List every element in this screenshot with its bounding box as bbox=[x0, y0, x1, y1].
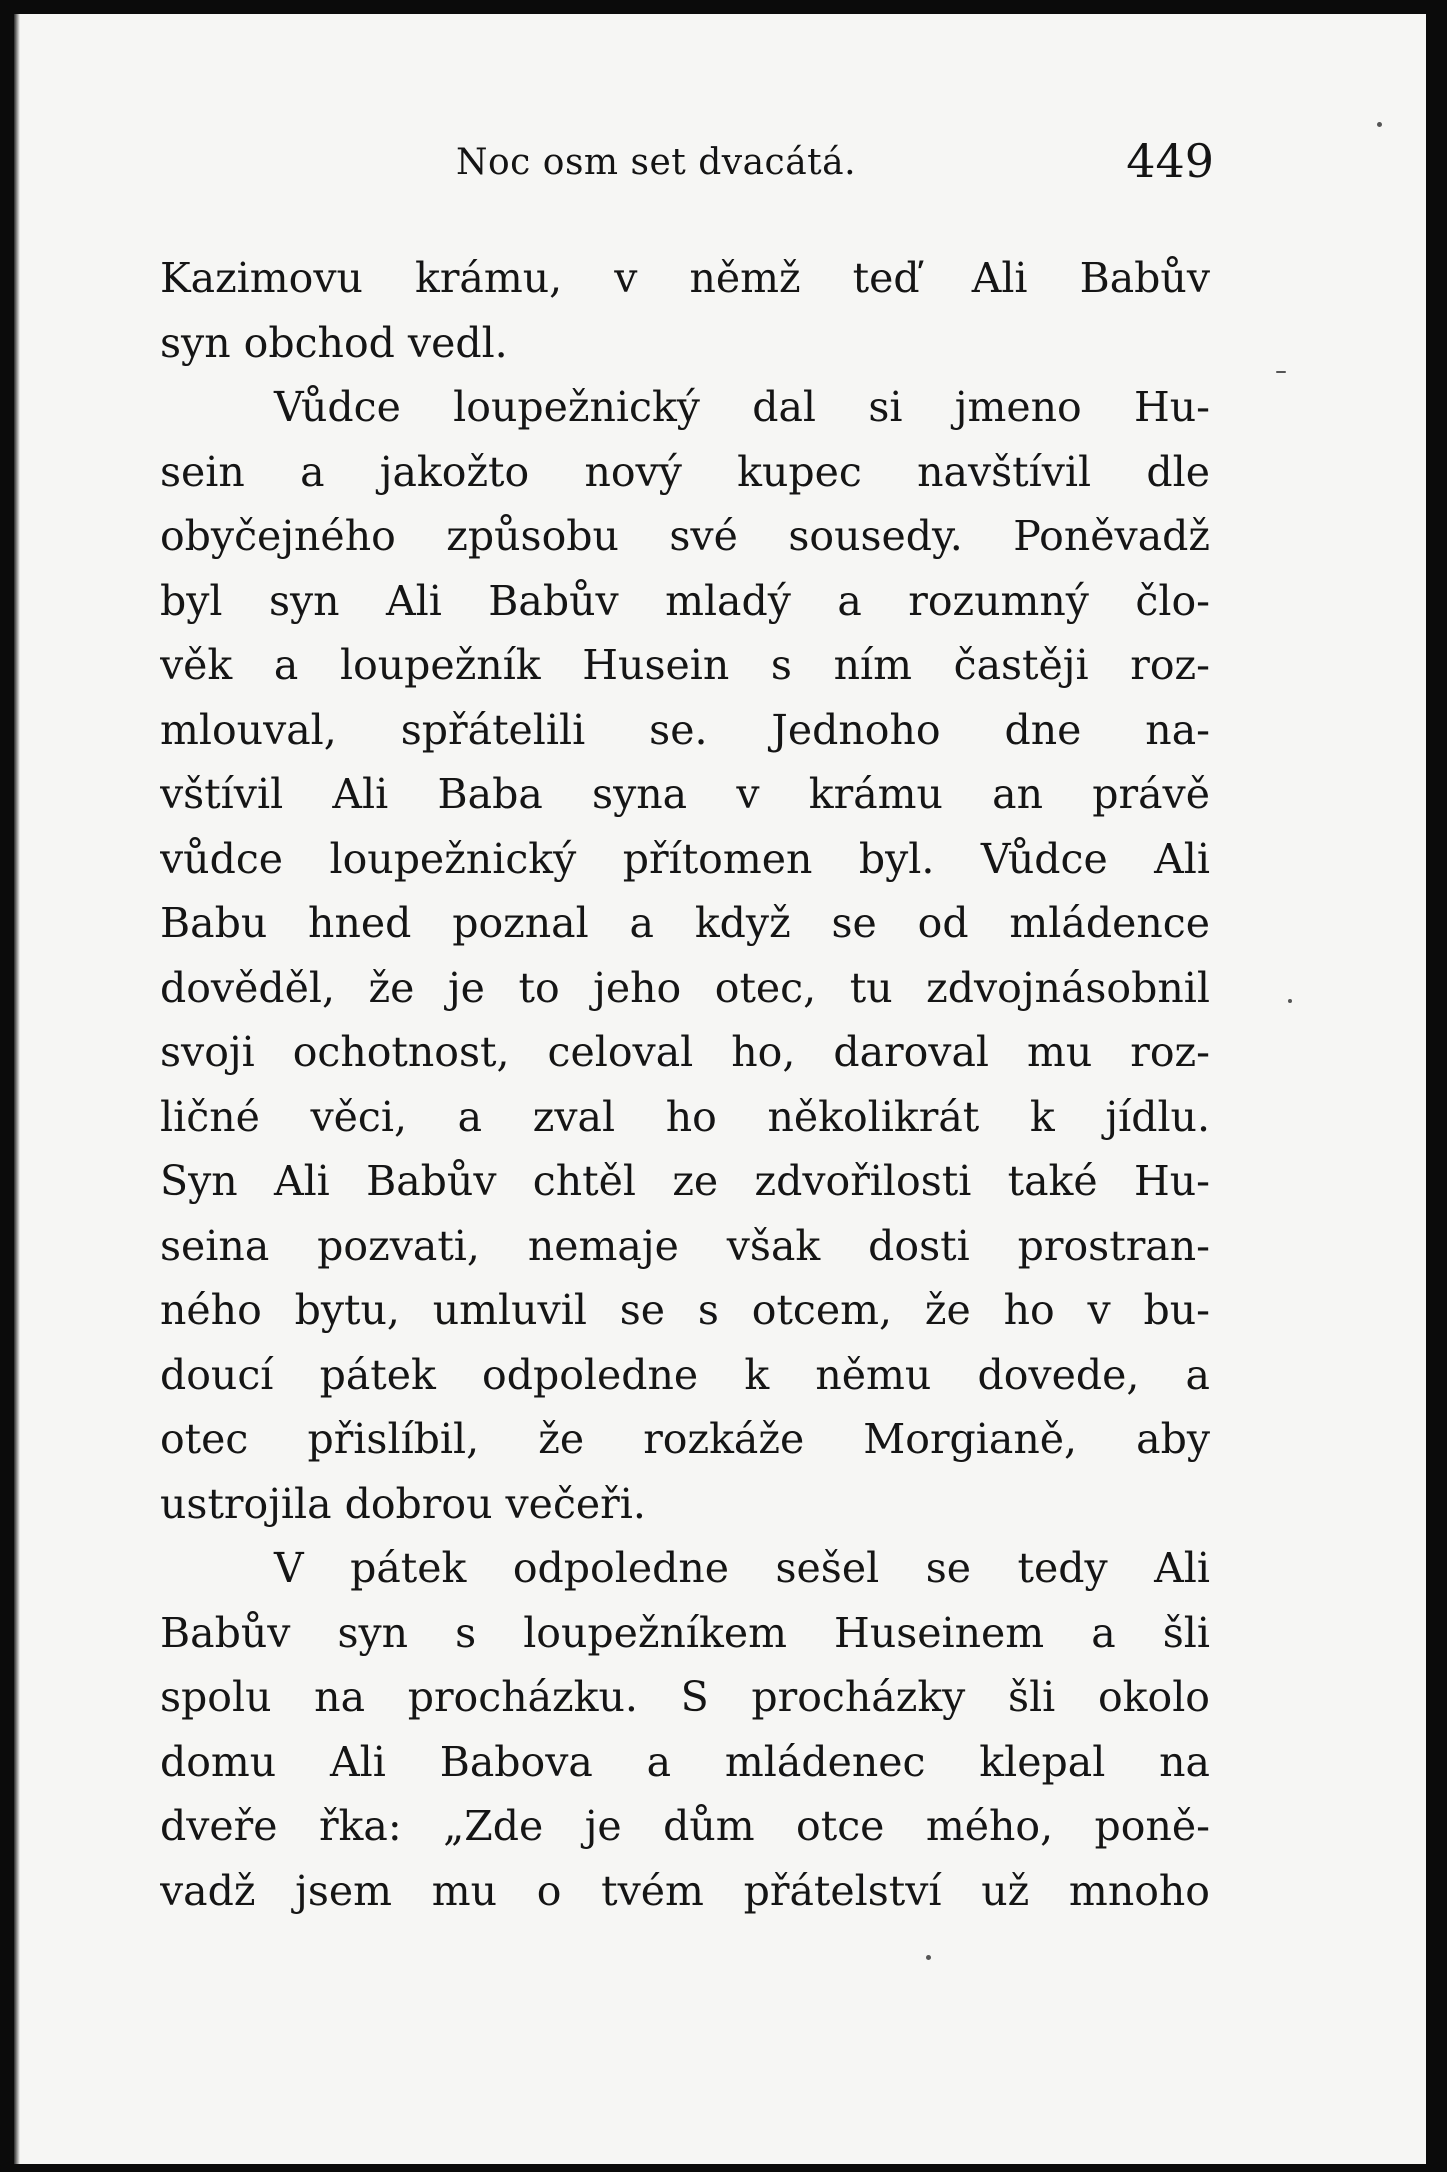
text-line: dveře řka: „Zde je dům otce mého, poně- bbox=[160, 1802, 1210, 1850]
text-line: vůdce loupežnický přítomen byl. Vůdce Ali bbox=[160, 834, 1210, 883]
page-number: 449 bbox=[1126, 134, 1214, 188]
text-line: obyčejného způsobu své sousedy. Poněvadž bbox=[160, 512, 1210, 560]
text-line: doucí pátek odpoledne k němu dovede, a bbox=[160, 1350, 1210, 1399]
text-line: otec přislíbil, že rozkáže Morgianě, aby bbox=[160, 1415, 1210, 1463]
text-line: vadž jsem mu o tvém přátelství už mnoho bbox=[160, 1866, 1210, 1915]
text-line: sein a jakožto nový kupec navštívil dle bbox=[160, 447, 1210, 496]
text-line: spolu na procházku. S procházky šli okolo bbox=[160, 1673, 1210, 1721]
text-line: věk a loupežník Husein s ním častěji roz- bbox=[160, 641, 1210, 689]
text-line: svoji ochotnost, celoval ho, daroval mu roz- bbox=[160, 1028, 1210, 1076]
text-line: ličné věci, a zval ho několikrát k jídlu. bbox=[160, 1092, 1210, 1141]
body-text bbox=[160, 246, 1210, 1923]
text-line: syn obchod vedl. bbox=[160, 318, 508, 367]
text-line: mlouval, spřátelili se. Jednoho dne na- bbox=[160, 705, 1210, 754]
running-head: Noc osm set dvacátá. bbox=[456, 142, 857, 183]
scan-speck bbox=[1276, 371, 1286, 373]
page-header bbox=[164, 134, 1214, 198]
text-line: vštívil Ali Baba syna v krámu an právě bbox=[160, 770, 1210, 818]
text-line: Babu hned poznal a když se od mládence bbox=[160, 899, 1210, 947]
text-line: seina pozvati, nemaje však dosti prostran- bbox=[160, 1221, 1210, 1270]
scan-edge-shadow bbox=[14, 14, 20, 2164]
text-line: Vůdce loupežnický dal si jmeno Hu- bbox=[274, 383, 1210, 431]
text-line: ného bytu, umluvil se s otcem, že ho v bu- bbox=[160, 1286, 1210, 1334]
book-page bbox=[14, 14, 1426, 2164]
text-line: V pátek odpoledne sešel se tedy Ali bbox=[274, 1544, 1210, 1592]
scan-speck bbox=[1377, 122, 1382, 127]
text-line: dověděl, že je to jeho otec, tu zdvojnásobnil bbox=[160, 963, 1210, 1012]
text-line: Babův syn s loupežníkem Huseinem a šli bbox=[160, 1608, 1210, 1657]
text-line: domu Ali Babova a mládenec klepal na bbox=[160, 1737, 1210, 1786]
text-line: ustrojila dobrou večeři. bbox=[160, 1479, 646, 1528]
text-line: Syn Ali Babův chtěl ze zdvořilosti také Hu- bbox=[160, 1157, 1210, 1205]
text-line: Kazimovu krámu, v němž teď Ali Babův bbox=[160, 254, 1210, 302]
scan-speck bbox=[926, 1955, 931, 1960]
scan-speck bbox=[1288, 999, 1292, 1003]
text-line: byl syn Ali Babův mladý a rozumný člo- bbox=[160, 576, 1210, 625]
